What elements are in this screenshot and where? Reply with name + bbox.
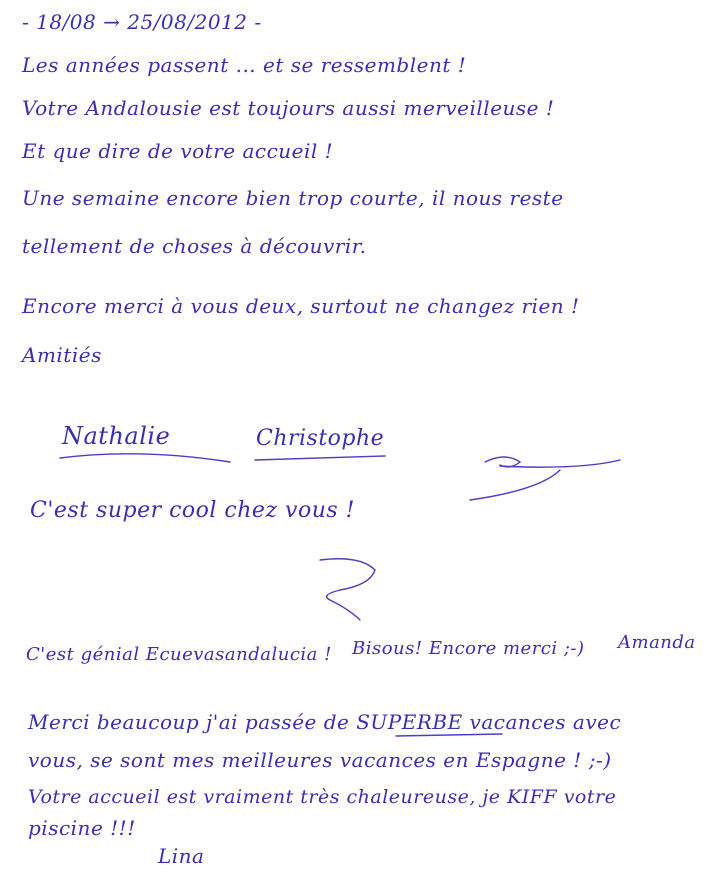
- note-line: Encore merci à vous deux, surtout ne changez rien !: [22, 294, 580, 318]
- signature-underline-nathalie: [60, 454, 230, 462]
- note-line: Votre Andalousie est toujours aussi merveilleuse !: [22, 96, 555, 120]
- message-bisous: Bisous! Encore merci ;-): [352, 638, 585, 659]
- signature-nathalie: Nathalie: [62, 422, 171, 450]
- note-line: tellement de choses à découvrir.: [22, 234, 367, 258]
- signature-amanda: Amanda: [618, 632, 696, 653]
- scribble-signature: [470, 457, 620, 500]
- message-line: Merci beaucoup j'ai passée de SUPERBE vacances avec: [28, 710, 622, 734]
- signature-underline-christophe: [255, 456, 385, 460]
- note-line: Les années passent ... et se ressemblent !: [22, 53, 467, 77]
- message-line: vous, se sont mes meilleures vacances en Espagne ! ;-): [28, 748, 612, 772]
- date-range: - 18/08 → 25/08/2012 -: [22, 10, 262, 34]
- note-line: Et que dire de votre accueil !: [22, 139, 334, 163]
- note-line: Une semaine encore bien trop courte, il nous reste: [22, 186, 564, 210]
- signature-lina: Lina: [158, 844, 205, 868]
- superbe-underline: [396, 734, 502, 736]
- message-line: Votre accueil est vraiment très chaleureuse, je KIFF votre: [28, 786, 617, 808]
- message-line: piscine !!!: [28, 816, 136, 840]
- message-genial: C'est génial Ecuevasandalucia !: [26, 644, 332, 665]
- scribble-center: [320, 559, 375, 620]
- signature-christophe: Christophe: [256, 426, 385, 451]
- message-super-cool: C'est super cool chez vous !: [30, 498, 355, 523]
- note-line: Amitiés: [22, 343, 102, 367]
